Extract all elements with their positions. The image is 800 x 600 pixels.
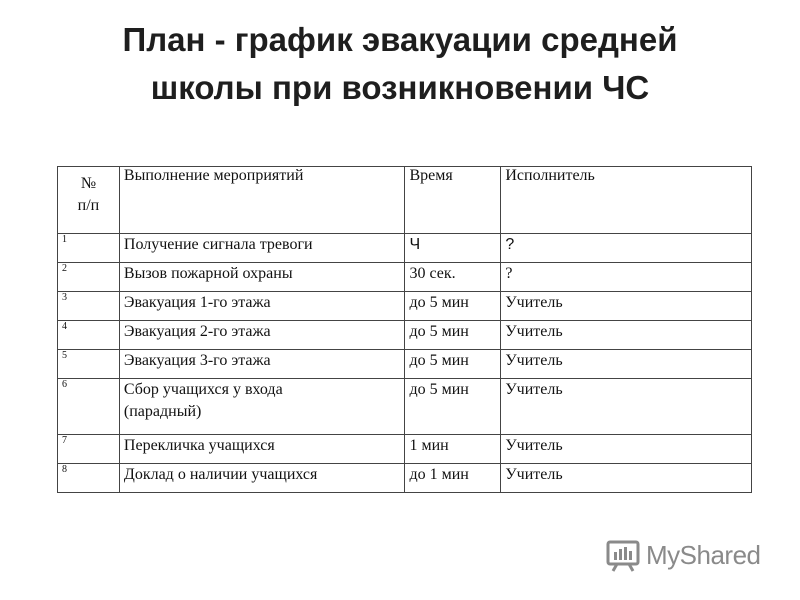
row-executor: Учитель [501, 321, 752, 350]
row-activity: Получение сигнала тревоги [119, 234, 405, 263]
row-number: 6 [58, 379, 120, 435]
row-activity: Вызов пожарной охраны [119, 263, 405, 292]
row-executor: Учитель [501, 435, 752, 464]
row-executor: Учитель [501, 464, 752, 493]
row-number: 3 [58, 292, 120, 321]
row-time: до 5 мин [405, 379, 501, 435]
table-row [58, 350, 752, 379]
row-activity: Доклад о наличии учащихся [119, 464, 405, 493]
table-header-row [58, 167, 752, 234]
row-number: 8 [58, 464, 120, 493]
row-activity: Эвакуация 2-го этажа [119, 321, 405, 350]
myshared-logo-text: MyShared [646, 539, 761, 570]
row-executor: ? [501, 263, 752, 292]
row-time: 30 сек. [405, 263, 501, 292]
row-number: 2 [58, 263, 120, 292]
row-activity: Эвакуация 3-го этажа [119, 350, 405, 379]
row-activity-line-1: Сбор учащихся у входа [123, 381, 283, 398]
table-row [58, 321, 752, 350]
title-line-1: План - график эвакуации средней [122, 21, 678, 58]
row-activity: Эвакуация 1-го этажа [119, 292, 405, 321]
row-activity: Перекличка учащихся [119, 435, 405, 464]
row-activity [119, 379, 405, 435]
table-row [58, 292, 752, 321]
row-executor: Учитель [501, 350, 752, 379]
row-time: до 5 мин [405, 350, 501, 379]
header-executor: Исполнитель [501, 167, 752, 234]
row-number: 4 [58, 321, 120, 350]
table-row [58, 263, 752, 292]
row-time: Ч [405, 234, 501, 263]
title-line-2: школы при возникновении ЧС [150, 69, 650, 106]
row-executor: ? [501, 234, 752, 263]
row-number: 5 [58, 350, 120, 379]
row-number: 7 [58, 435, 120, 464]
row-activity-line-2: (парадный) [123, 403, 202, 420]
myshared-logo[interactable] [606, 537, 761, 573]
page-title [40, 16, 760, 112]
table-row [58, 464, 752, 493]
table-row [58, 234, 752, 263]
row-number: 1 [58, 234, 120, 263]
header-activity: Выполнение мероприятий [119, 167, 405, 234]
row-time: до 1 мин [405, 464, 501, 493]
row-time: до 5 мин [405, 321, 501, 350]
table-row [58, 435, 752, 464]
header-time: Время [405, 167, 501, 234]
row-time: до 5 мин [405, 292, 501, 321]
table-row [58, 379, 752, 435]
row-executor: Учитель [501, 379, 752, 435]
row-executor: Учитель [501, 292, 752, 321]
row-time: 1 мин [405, 435, 501, 464]
myshared-logo-icon [606, 538, 640, 572]
header-number: № п/п [58, 167, 120, 234]
evacuation-plan-table [57, 166, 752, 493]
